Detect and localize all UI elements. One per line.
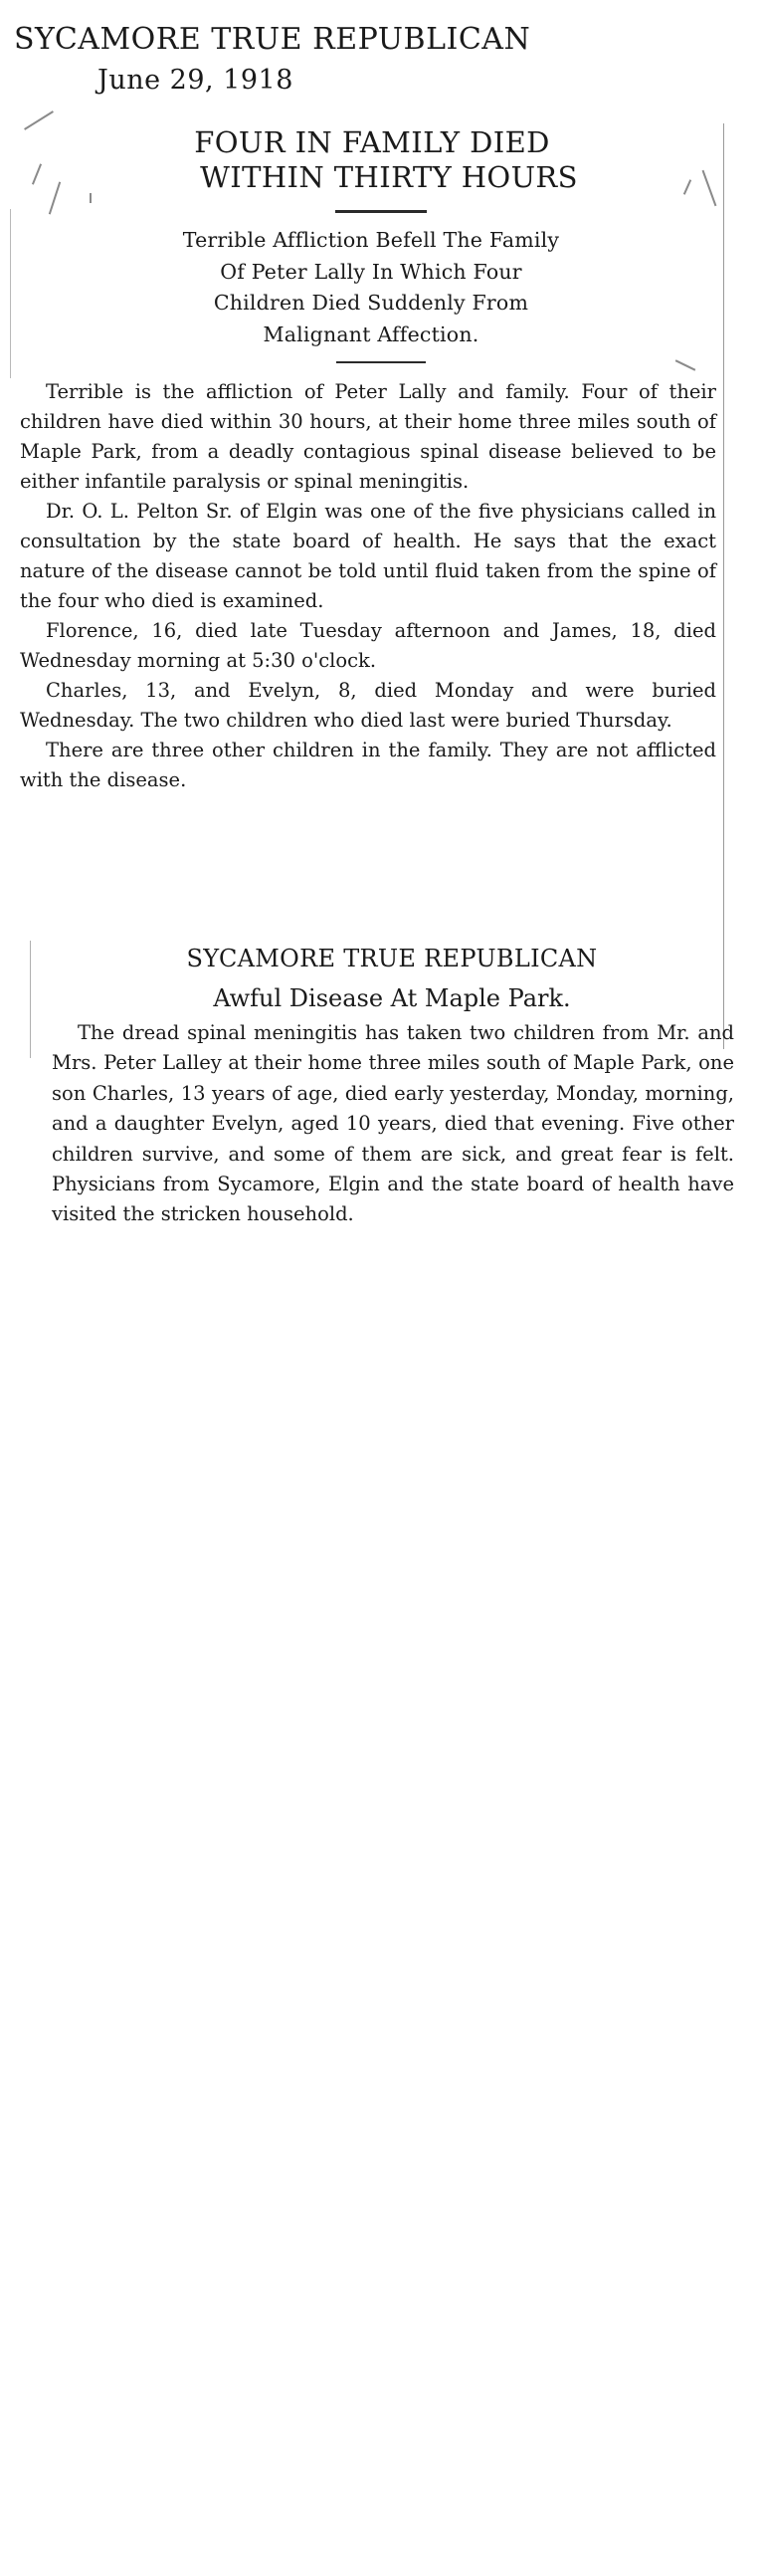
body-paragraph: The dread spinal meningitis has taken two children from Mr. and Mrs. Peter Lalley at their home three miles south of Maple Park, one son Charles, 13 years of age, died early yesterday, Monday, morning, and a daughter Evelyn, aged 10 years, died that evening. Five other children survive, and some of them are sick, and great fear is felt. Physicians from Sycamore, Elgin and the state board of health have visited the stricken household. <box>52 1021 734 1226</box>
subhead-line-3: Children Died Suddenly From <box>213 291 529 316</box>
body-paragraph: Charles, 13, and Evelyn, 8, died Monday and were buried Wednesday. The two children who died last were buried Thursday. <box>20 678 716 732</box>
clipping-one-headline <box>0 119 762 196</box>
clipping-left-edge <box>10 209 11 378</box>
subhead-line-2: Of Peter Lally In Which Four <box>220 259 522 284</box>
clipping-two-headline: Awful Disease At Maple Park. <box>213 984 571 1013</box>
clipping-two-body <box>52 1018 738 1230</box>
body-paragraph: Dr. O. L. Pelton Sr. of Elgin was one of the five physicians called in consultation by the state board of health. He says that the exact nature of the disease cannot be told until fluid taken from the spine of the four who died is examined. <box>20 499 716 612</box>
clipping-two <box>0 945 762 1230</box>
clipping-one-subhead <box>0 225 762 351</box>
subhead-divider-rule <box>336 361 426 363</box>
clipping-one-body <box>0 377 762 795</box>
masthead-paper-name: SYCAMORE TRUE REPUBLICAN <box>14 22 531 57</box>
subhead-line-1: Terrible Affliction Befell The Family <box>182 227 560 252</box>
masthead-date: June 29, 1918 <box>97 65 293 96</box>
headline-line-1: FOUR IN FAMILY DIED <box>194 125 550 159</box>
clipping-two-paper-name: SYCAMORE TRUE REPUBLICAN <box>186 945 598 973</box>
body-paragraph: Florence, 16, died late Tuesday afternoon and James, 18, died Wednesday morning at 5:30 o'clock. <box>20 618 716 672</box>
clipping-one <box>0 119 762 795</box>
subhead-line-4: Malignant Affection. <box>263 322 479 347</box>
headline-line-2: WITHIN THIRTY HOURS <box>200 160 578 195</box>
headline-divider-rule <box>335 210 427 213</box>
body-paragraph: Terrible is the affliction of Peter Lally and family. Four of their children have died within 30 hours, at their home three miles south of Maple Park, from a deadly contagious spinal disease believed to be either infantile paralysis or spinal meningitis. <box>20 379 716 493</box>
clipping-two-left-edge <box>30 941 31 1058</box>
clipping-right-edge <box>723 123 724 1049</box>
body-paragraph: There are three other children in the family. They are not afflicted with the disease. <box>20 739 716 792</box>
masthead <box>0 0 762 96</box>
clipping-tear-mark <box>675 359 696 370</box>
clipping-tear-mark <box>90 193 92 203</box>
